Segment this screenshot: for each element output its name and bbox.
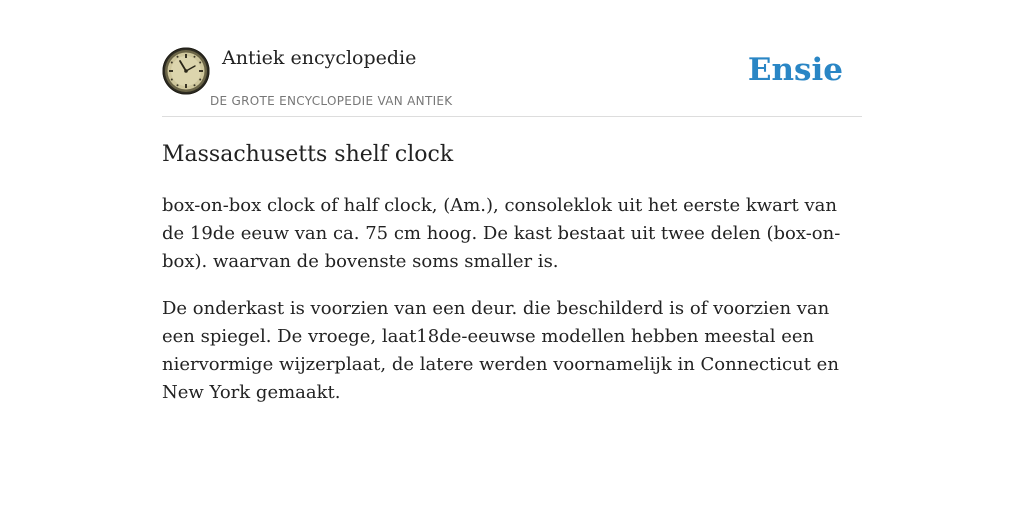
antique-clock-icon[interactable]: [162, 47, 210, 95]
article-paragraph: box-on-box clock of half clock, (Am.), consoleklok uit het eerste kwart van de 19de eeuw van ca. 75 cm hoog. De kast bestaat uit twee delen (box-on-box). waarvan de bovenste soms smaller is.: [162, 195, 841, 272]
ensie-brand-link[interactable]: Ensie: [747, 52, 843, 88]
article-body: [162, 192, 862, 426]
site-name-link[interactable]: Antiek encyclopedie: [222, 47, 417, 69]
page: [162, 0, 862, 403]
article-title: Massachusetts shelf clock: [162, 142, 454, 167]
site-tagline: DE GROTE ENCYCLOPEDIE VAN ANTIEK: [210, 94, 453, 108]
article-paragraph: De onderkast is voorzien van een deur. die beschilderd is of voorzien van een spiegel. De vroege, laat18de-eeuwse modellen hebben meestal een niervormige wijzerplaat, de latere werden voornamelijk in Connecticut en New York gemaakt.: [162, 298, 839, 403]
site-header: [162, 0, 862, 117]
